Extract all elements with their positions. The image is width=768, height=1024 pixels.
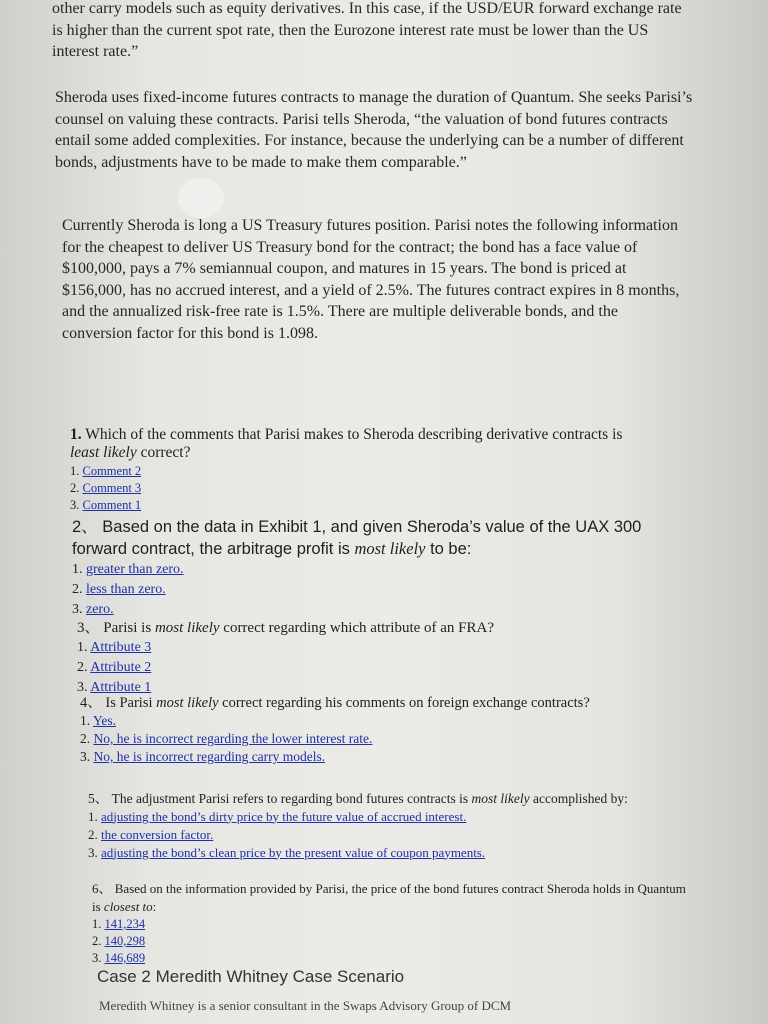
- question-5-stem: 5、 The adjustment Parisi refers to regarding bond futures contracts is most likely accomplished by:: [88, 791, 628, 806]
- answer-option: 1. Attribute 3: [77, 640, 152, 655]
- case-intro: Meredith Whitney is a senior consultant in the Swaps Advisory Group of DCM: [99, 998, 512, 1013]
- question-5: [88, 790, 648, 862]
- answer-option: 2. less than zero.: [72, 582, 166, 597]
- answer-link[interactable]: Comment 2: [82, 464, 142, 478]
- answer-link[interactable]: No, he is incorrect regarding carry models.: [93, 749, 326, 764]
- answer-option: 2. 140,298: [92, 934, 146, 948]
- answer-option: 3. No, he is incorrect regarding carry models.: [80, 749, 326, 764]
- answer-option: 3. Attribute 1: [77, 680, 152, 695]
- answer-link[interactable]: Yes.: [93, 713, 117, 728]
- answer-link[interactable]: Comment 3: [82, 481, 142, 495]
- question-4-stem: 4、 Is Parisi most likely correct regarding his comments on foreign exchange contracts?: [80, 695, 590, 711]
- question-6-stem: 6、 Based on the information provided by Parisi, the price of the bond futures contract Sheroda holds in Quantum is closest to:: [92, 881, 686, 914]
- paragraph-fx-comment: other carry models such as equity derivatives. In this case, if the USD/EUR forward exchange rate is higher than the current spot rate, then the Eurozone interest rate must be lower than the US interest rate.”: [52, 0, 682, 60]
- question-3: [77, 618, 677, 698]
- answer-option: 1. 141,234: [92, 917, 146, 931]
- answer-link[interactable]: greater than zero.: [86, 562, 184, 577]
- answer-option: 1. adjusting the bond’s dirty price by the future value of accrued interest.: [88, 808, 467, 824]
- answer-option: 3. adjusting the bond’s clean price by the present value of coupon payments.: [88, 844, 486, 860]
- question-2-stem: 2、 Based on the data in Exhibit 1, and given Sheroda’s value of the UAX 300 forward contract, the arbitrage profit is most likely to be:: [72, 518, 642, 558]
- answer-link[interactable]: adjusting the bond’s dirty price by the future value of accrued interest.: [101, 808, 467, 824]
- question-6: [92, 880, 692, 967]
- question-1-stem: 1. Which of the comments that Parisi makes to Sheroda describing derivative contracts is least likely correct?: [70, 426, 623, 461]
- answer-option: 2. Comment 3: [70, 481, 142, 495]
- answer-link[interactable]: 140,298: [104, 934, 146, 948]
- answer-link[interactable]: 146,689: [104, 951, 146, 965]
- answer-option: 2. No, he is incorrect regarding the lower interest rate.: [80, 731, 373, 746]
- question-2: [72, 517, 692, 620]
- answer-option: 3. Comment 1: [70, 498, 142, 512]
- answer-option: 1. Comment 2: [70, 464, 142, 478]
- answer-link[interactable]: No, he is incorrect regarding the lower interest rate.: [93, 731, 373, 746]
- answer-link[interactable]: Attribute 3: [90, 640, 152, 655]
- answer-option: 2. Attribute 2: [77, 660, 152, 675]
- answer-link[interactable]: Comment 1: [82, 498, 142, 512]
- answer-option: 1. Yes.: [80, 713, 117, 728]
- answer-link[interactable]: less than zero.: [86, 582, 166, 597]
- paragraph-treasury-position: Currently Sheroda is long a US Treasury futures position. Parisi notes the following information for the cheapest to deliver US Treasury bond for the contract; the bond has a face value of $100,000, pays a 7% semiannual coupon, and matures in 15 years. The bond is priced at $156,000, has no accrued interest, and a yield of 2.5%. The futures contract expires in 8 months, and the annualized risk-free rate is 1.5%. There are multiple deliverable bonds, and the conversion factor for this bond is 1.098.: [62, 217, 680, 342]
- paragraph-bond-futures: Sheroda uses fixed-income futures contracts to manage the duration of Quantum. She seeks Parisi’s counsel on valuing these contracts. Parisi tells Sheroda, “the valuation of bond futures contracts entail some added complexities. For instance, because the underlying can be a number of different bonds, adjustments have to be made to make them comparable.”: [55, 89, 693, 171]
- photo-glare: [178, 178, 224, 218]
- answer-option: 3. zero.: [72, 602, 114, 617]
- answer-option: 3. 146,689: [92, 951, 146, 965]
- question-4: [80, 694, 640, 766]
- answer-link[interactable]: Attribute 1: [90, 680, 152, 695]
- answer-link[interactable]: zero.: [86, 602, 114, 617]
- case-title: Case 2 Meredith Whitney Case Scenario: [97, 967, 405, 986]
- question-3-stem: 3、 Parisi is most likely correct regarding which attribute of an FRA?: [77, 620, 495, 636]
- answer-option: 1. greater than zero.: [72, 562, 184, 577]
- answer-link[interactable]: 141,234: [104, 917, 146, 931]
- answer-link[interactable]: Attribute 2: [90, 660, 152, 675]
- answer-link[interactable]: adjusting the bond’s clean price by the present value of coupon payments.: [101, 844, 486, 860]
- answer-link[interactable]: the conversion factor.: [101, 826, 214, 842]
- question-1: [70, 426, 640, 514]
- answer-option: 2. the conversion factor.: [88, 826, 214, 842]
